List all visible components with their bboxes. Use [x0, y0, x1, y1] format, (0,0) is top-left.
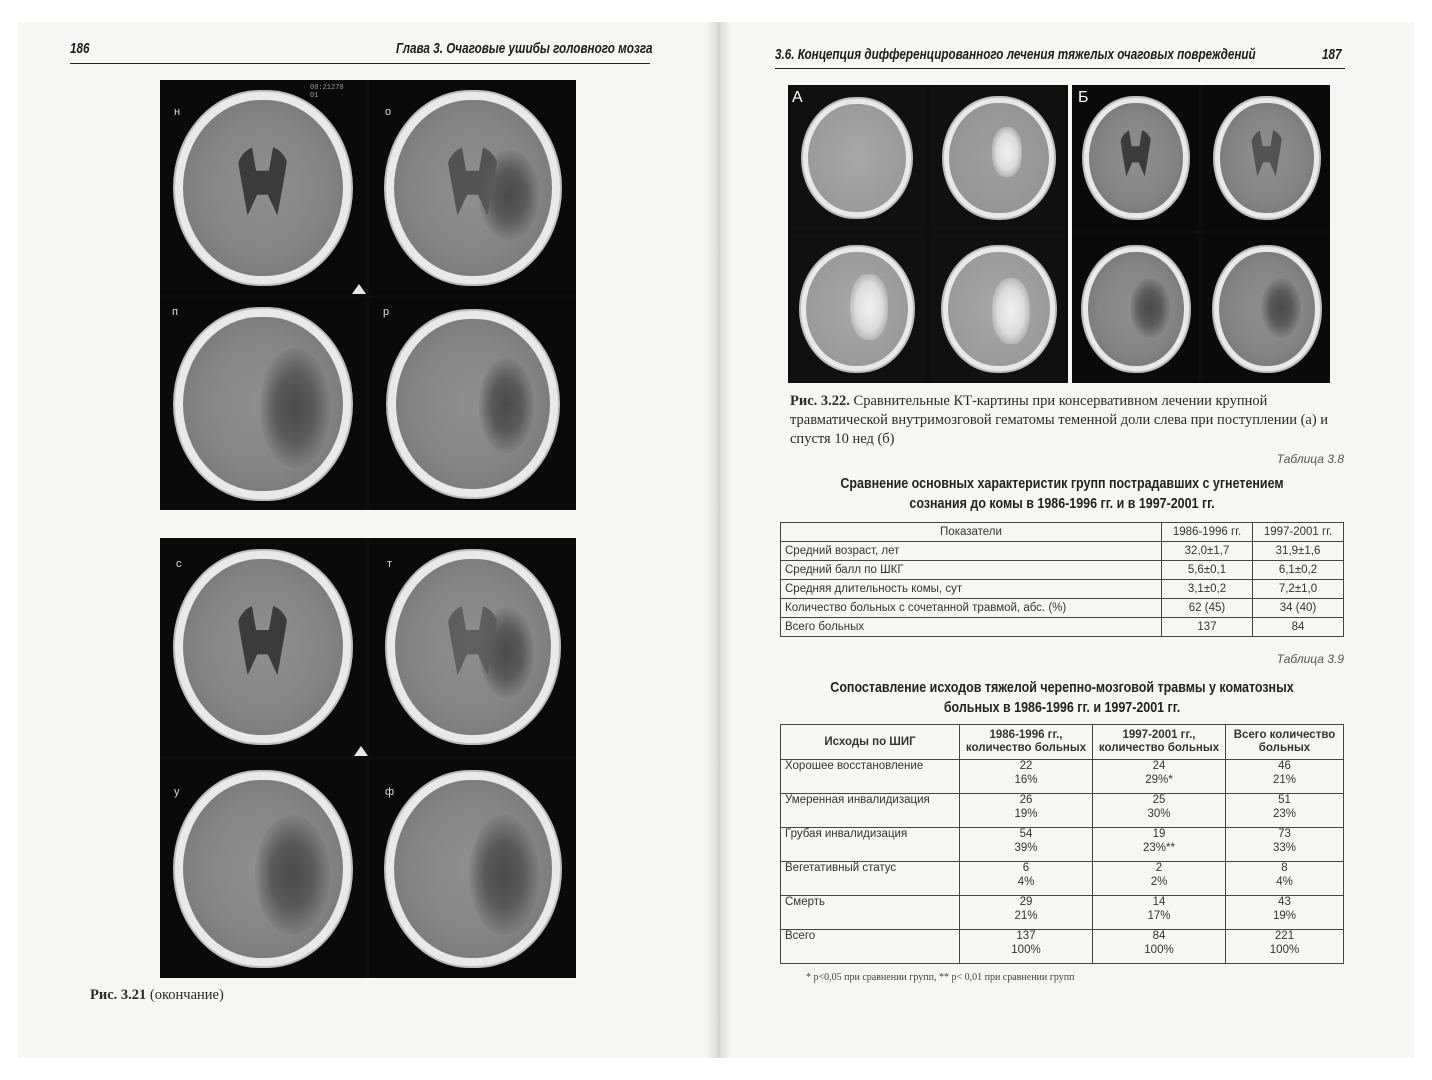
- scan-letter: р: [383, 306, 390, 318]
- count-value: 22: [1019, 760, 1033, 772]
- percent-value: 17%: [1147, 909, 1171, 922]
- table-header: Показатели: [781, 523, 1162, 542]
- percent-value: 16%: [1014, 773, 1038, 786]
- table-row: [781, 618, 1344, 637]
- table38-label-wrap: [780, 452, 1344, 472]
- table-cell: [960, 794, 1093, 828]
- table-header: 1997-2001 гг.: [1253, 523, 1344, 542]
- table38-label: Таблица 3.8: [1276, 452, 1344, 466]
- lesion: [469, 815, 539, 935]
- scan-letter: н: [174, 106, 181, 118]
- table-cell: Умеренная инвалидизация: [781, 794, 960, 828]
- percent-value: 33%: [1272, 841, 1297, 854]
- percent-value: 30%: [1147, 807, 1171, 820]
- table-header: Исходы по ШИГ: [781, 725, 960, 760]
- scan-marker: [354, 746, 368, 756]
- table-cell: [960, 896, 1093, 930]
- count-value: 19: [1152, 828, 1166, 840]
- ct-scan-s: [160, 538, 365, 756]
- table-row: [781, 896, 1344, 930]
- table-cell: 32,0±1,7: [1162, 542, 1253, 561]
- table-cell: Грубая инвалидизация: [781, 828, 960, 862]
- book-gutter: [706, 22, 732, 1058]
- count-value: 43: [1278, 896, 1291, 908]
- table-cell: 34 (40): [1253, 599, 1344, 618]
- right-page-number: 187: [1322, 46, 1342, 63]
- ct-scan-a3: [788, 234, 926, 383]
- hematoma: [992, 127, 1022, 177]
- percent-value: 19%: [1272, 909, 1297, 922]
- table39-label: Таблица 3.9: [1276, 652, 1344, 666]
- table-row: [781, 760, 1344, 794]
- hematoma: [992, 278, 1030, 344]
- table-cell: [1093, 862, 1226, 896]
- count-value: 221: [1274, 930, 1295, 942]
- ct-scan-o: [369, 80, 576, 295]
- ct-panel-a: [788, 85, 1068, 383]
- panel-letter: Б: [1078, 89, 1089, 106]
- table39-title: Сопоставление исходов тяжелой черепно-мозговой травмы у коматозных больных в 1986-1996 гг. и 1997-2001 гг.: [830, 680, 1294, 716]
- table-cell: [1226, 828, 1344, 862]
- scan-marker: [352, 284, 366, 294]
- table-row: [781, 794, 1344, 828]
- caption-text: Сравнительные КТ-картины при консервативном лечении крупной травматической внутримозговой гематомы теменной доли слева при поступлении (а) и спустя 10 нед (б): [790, 393, 1329, 447]
- table-cell: [1226, 896, 1344, 930]
- scan-letter: т: [387, 558, 393, 570]
- scan-letter: о: [385, 106, 392, 118]
- left-figure-caption: [90, 986, 224, 1005]
- count-value: 46: [1278, 760, 1291, 772]
- right-figure-caption: [790, 392, 1342, 449]
- table-cell: Средний возраст, лет: [781, 542, 1162, 561]
- ct-scan-u: [160, 760, 365, 978]
- lesion: [479, 358, 534, 453]
- ct-scan-b2: [1203, 85, 1330, 230]
- table-cell: [1093, 760, 1226, 794]
- count-value: 24: [1152, 760, 1166, 772]
- table-cell: 3,1±0,2: [1162, 580, 1253, 599]
- count-value: 8: [1281, 862, 1288, 874]
- table-row: [781, 580, 1344, 599]
- left-header-rule: [70, 63, 650, 64]
- table-cell: 6,1±0,2: [1253, 561, 1344, 580]
- table-cell: Всего больных: [781, 618, 1162, 637]
- lesion: [479, 150, 539, 240]
- table-cell: [1226, 760, 1344, 794]
- ct-scan-p: [160, 298, 365, 510]
- table-cell: [1093, 896, 1226, 930]
- table-cell: Количество больных с сочетанной травмой, абс. (%): [781, 599, 1162, 618]
- lesion: [1261, 278, 1301, 338]
- ct-panel-b: [1072, 85, 1330, 383]
- table-cell: Вегетативный статус: [781, 862, 960, 896]
- table-cell: Средний балл по ШКГ: [781, 561, 1162, 580]
- scan-meta: 00:21270 01: [310, 84, 344, 100]
- right-running-head: 3.6. Концепция дифференцированного лечения тяжелых очаговых повреждений: [775, 46, 1256, 63]
- table-cell: Смерть: [781, 896, 960, 930]
- table-cell: [960, 930, 1093, 964]
- percent-value: 100%: [1011, 943, 1041, 956]
- ct-scan-b1: [1072, 85, 1199, 230]
- table-cell: 31,9±1,6: [1253, 542, 1344, 561]
- table-cell: 5,6±0,1: [1162, 561, 1253, 580]
- table-cell: [1093, 930, 1226, 964]
- ct-scan-a2: [930, 85, 1068, 230]
- percent-value: 23%**: [1143, 841, 1175, 854]
- table-header-row: [781, 725, 1344, 760]
- count-value: 26: [1019, 794, 1033, 806]
- table-row: [781, 862, 1344, 896]
- table-row: [781, 542, 1344, 561]
- percent-value: 29%*: [1145, 773, 1173, 786]
- table-cell: [1226, 794, 1344, 828]
- left-page-number: 186: [70, 40, 90, 57]
- table-header: 1986-1996 гг.: [1162, 523, 1253, 542]
- table-header: Всего количество больных: [1226, 725, 1344, 760]
- count-value: 25: [1152, 794, 1166, 806]
- ct-scan-b4: [1203, 234, 1330, 383]
- lesion: [1130, 278, 1170, 338]
- percent-value: 21%: [1014, 909, 1038, 922]
- table-header: 1986-1996 гг., количество больных: [960, 725, 1093, 760]
- table-header-row: [781, 523, 1344, 542]
- table-cell: [960, 862, 1093, 896]
- scan-letter: ф: [385, 786, 395, 798]
- table38-title: Сравнение основных характеристик групп пострадавших с угнетением сознания до комы в 1986-1996 гг. и в 1997-2001 гг.: [840, 476, 1284, 512]
- count-value: 14: [1152, 896, 1166, 908]
- table-header: 1997-2001 гг., количество больных: [1093, 725, 1226, 760]
- lesion: [260, 348, 330, 468]
- right-header-rule: [775, 68, 1345, 69]
- caption-label: Рис. 3.21: [90, 987, 147, 1003]
- table-cell: [1093, 794, 1226, 828]
- table39-footnote: * p<0,05 при сравнении групп, ** p< 0,01 при сравнении групп: [806, 972, 1075, 983]
- percent-value: 4%: [1276, 875, 1293, 888]
- percent-value: 4%: [1017, 875, 1035, 888]
- table-cell: 137: [1162, 618, 1253, 637]
- percent-value: 21%: [1272, 773, 1297, 786]
- table-cell: [1226, 862, 1344, 896]
- table-cell: Средняя длительность комы, сут: [781, 580, 1162, 599]
- lesion: [255, 815, 330, 935]
- percent-value: 23%: [1272, 807, 1297, 820]
- scan-letter: с: [176, 558, 182, 570]
- table-cell: [960, 828, 1093, 862]
- percent-value: 100%: [1269, 943, 1300, 956]
- ct-scan-f: [369, 760, 576, 978]
- scan-letter: п: [172, 306, 178, 318]
- count-value: 54: [1019, 828, 1033, 840]
- ct-scan-a4: [930, 234, 1068, 383]
- table-cell: Хорошее восстановление: [781, 760, 960, 794]
- table-cell: [960, 760, 1093, 794]
- table-cell: [1093, 828, 1226, 862]
- ct-scan-block-top: [160, 80, 576, 510]
- scan-letter: у: [174, 786, 180, 798]
- count-value: 29: [1019, 896, 1033, 908]
- table39: [780, 724, 1344, 964]
- left-running-head: Глава 3. Очаговые ушибы головного мозга: [396, 40, 653, 57]
- brain: [808, 104, 906, 212]
- table-row: [781, 561, 1344, 580]
- table-cell: [1226, 930, 1344, 964]
- count-value: 6: [1022, 862, 1030, 874]
- table-row: [781, 599, 1344, 618]
- count-value: 137: [1016, 930, 1036, 942]
- count-value: 84: [1152, 930, 1166, 942]
- table38: [780, 522, 1344, 637]
- table-cell: Всего: [781, 930, 960, 964]
- ct-scan-n: [160, 80, 365, 295]
- lesion: [479, 608, 534, 698]
- table-cell: 62 (45): [1162, 599, 1253, 618]
- table-cell: 84: [1253, 618, 1344, 637]
- percent-value: 2%: [1150, 875, 1168, 888]
- caption-text: (окончание): [146, 987, 224, 1003]
- ct-scan-b3: [1072, 234, 1199, 383]
- table-cell: 7,2±1,0: [1253, 580, 1344, 599]
- count-value: 73: [1278, 828, 1291, 840]
- table-row: [781, 828, 1344, 862]
- percent-value: 100%: [1144, 943, 1174, 956]
- panel-letter: А: [792, 89, 803, 106]
- percent-value: 39%: [1014, 841, 1038, 854]
- count-value: 51: [1278, 794, 1291, 806]
- table39-label-wrap: [780, 652, 1344, 672]
- percent-value: 19%: [1014, 807, 1038, 820]
- ct-scan-r: [369, 298, 576, 510]
- table-row: [781, 930, 1344, 964]
- ct-scan-block-bottom: [160, 538, 576, 978]
- ct-scan-t: [369, 538, 576, 756]
- ct-scan-a1: [788, 85, 926, 230]
- hematoma: [850, 274, 888, 340]
- caption-label: Рис. 3.22.: [790, 393, 850, 409]
- count-value: 2: [1155, 862, 1163, 874]
